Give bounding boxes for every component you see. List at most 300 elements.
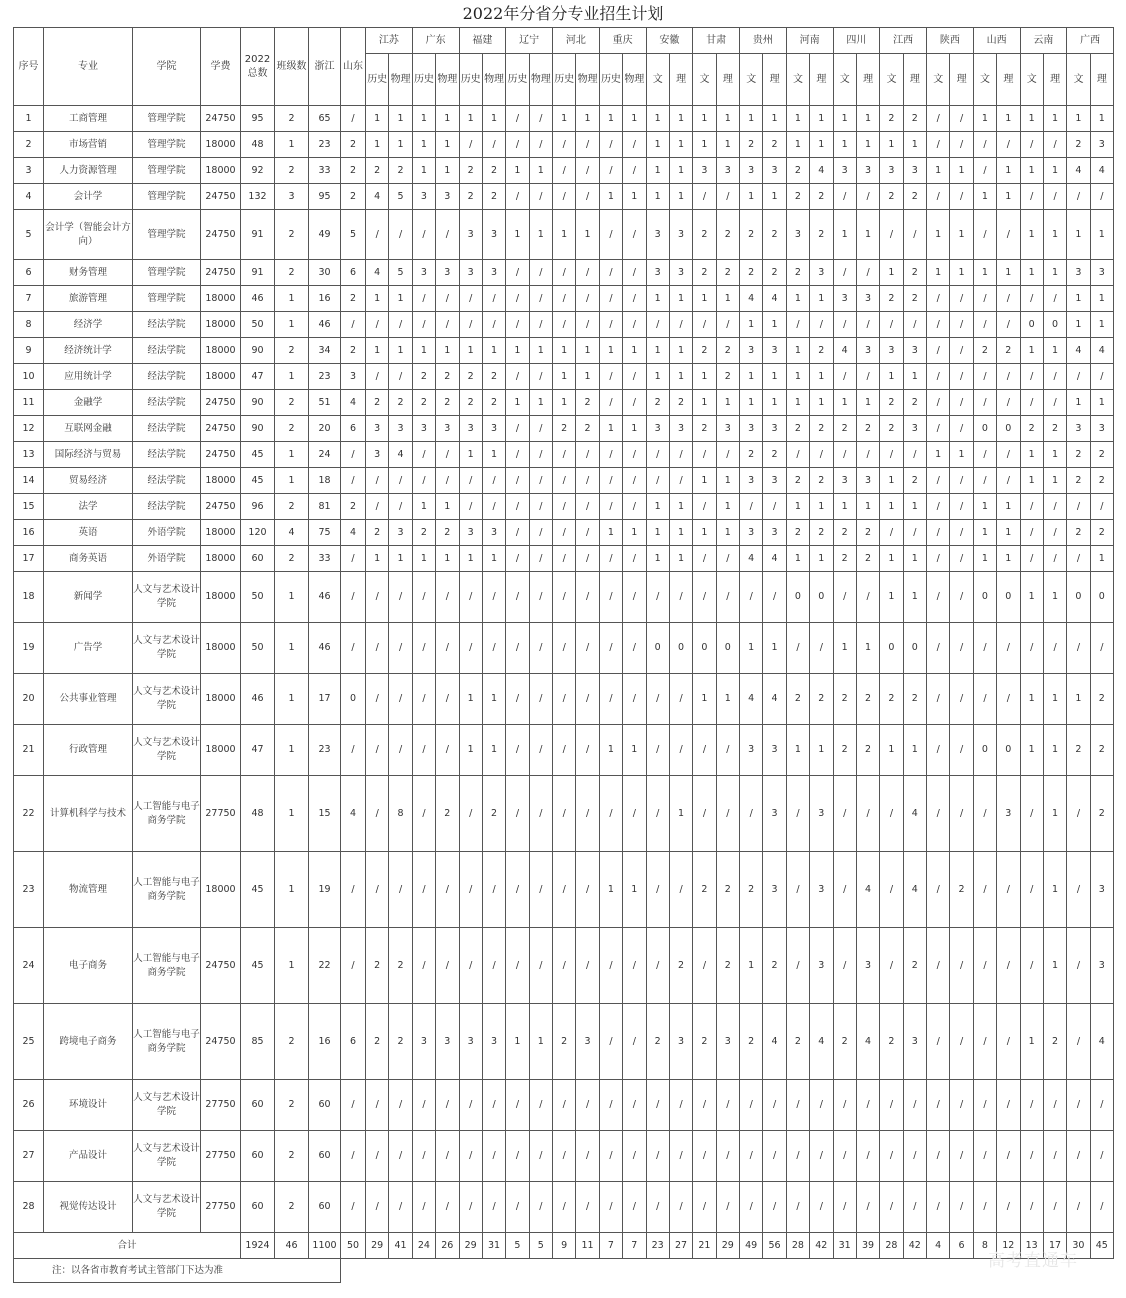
row-number: 14: [14, 468, 44, 494]
row-major: 贸易经济: [44, 468, 133, 494]
row-fee: 18000: [201, 158, 241, 184]
row-province-quota: /: [1043, 390, 1066, 416]
row-province-quota: /: [927, 494, 950, 520]
row-province-quota: /: [950, 1004, 973, 1080]
row-province-quota: 1: [903, 572, 926, 623]
row-province-quota: /: [1067, 494, 1090, 520]
row-province-quota: 2: [950, 852, 973, 928]
row-province-quota: /: [389, 1131, 412, 1182]
row-province-quota: /: [950, 725, 973, 776]
row-province-quota: 2: [1067, 468, 1090, 494]
row-province-quota: /: [973, 364, 996, 390]
table-row: [14, 674, 1114, 725]
row-province-quota: 1: [1090, 210, 1113, 260]
row-province-quota: 1: [950, 210, 973, 260]
row-province-quota: 2: [716, 852, 739, 928]
table-body: [14, 106, 1114, 1283]
row-province-quota: /: [997, 852, 1020, 928]
row-province-quota: 2: [1067, 725, 1090, 776]
row-province-quota: 2: [716, 364, 739, 390]
row-province-quota: /: [997, 468, 1020, 494]
row-province-quota: 2: [1090, 776, 1113, 852]
row-province-quota: /: [950, 776, 973, 852]
row-province-quota: /: [366, 494, 389, 520]
row-province-quota: 1: [927, 210, 950, 260]
enrollment-plan-table: [13, 27, 1114, 1283]
row-province-quota: 1: [506, 390, 529, 416]
totals-province-quota: 27: [669, 1233, 692, 1259]
row-province-quota: /: [599, 928, 622, 1004]
row-province-quota: /: [786, 852, 809, 928]
row-classes: 1: [275, 364, 309, 390]
row-school: 人工智能与电子商务学院: [133, 776, 201, 852]
row-province-quota: 1: [763, 390, 786, 416]
row-province-quota: 1: [669, 286, 692, 312]
header-province: 安徽: [646, 28, 693, 54]
row-province-quota: 3: [856, 286, 879, 312]
row-province-quota: 1: [1090, 286, 1113, 312]
row-province-quota: 2: [810, 338, 833, 364]
row-zhejiang: 23: [309, 725, 341, 776]
row-province-quota: /: [1043, 546, 1066, 572]
row-zhejiang: 34: [309, 338, 341, 364]
row-province-quota: /: [1067, 1131, 1090, 1182]
row-province-quota: 2: [1020, 416, 1043, 442]
row-province-quota: 4: [856, 1004, 879, 1080]
row-province-quota: 2: [553, 416, 576, 442]
header-zhejiang: 浙江: [309, 28, 341, 106]
header-province: 河北: [553, 28, 600, 54]
row-province-quota: 1: [576, 364, 599, 390]
header-subject: 理: [763, 54, 786, 106]
row-number: 11: [14, 390, 44, 416]
row-province-quota: /: [529, 1182, 552, 1233]
row-shandong: 6: [341, 260, 366, 286]
row-province-quota: 3: [810, 928, 833, 1004]
header-subject: 文: [646, 54, 669, 106]
row-province-quota: 1: [856, 494, 879, 520]
row-province-quota: /: [482, 494, 505, 520]
row-province-quota: /: [669, 852, 692, 928]
row-province-quota: /: [1090, 364, 1113, 390]
row-classes: 1: [275, 132, 309, 158]
row-province-quota: /: [599, 442, 622, 468]
row-province-quota: 2: [810, 674, 833, 725]
row-province-quota: 2: [740, 260, 763, 286]
row-province-quota: 1: [669, 494, 692, 520]
row-province-quota: 2: [366, 1004, 389, 1080]
row-province-quota: 2: [833, 546, 856, 572]
row-province-quota: 1: [1067, 390, 1090, 416]
row-province-quota: /: [903, 520, 926, 546]
row-province-quota: /: [833, 852, 856, 928]
row-province-quota: 1: [482, 546, 505, 572]
row-shandong: /: [341, 852, 366, 928]
row-province-quota: 0: [693, 623, 716, 674]
row-province-quota: 4: [740, 674, 763, 725]
row-province-quota: /: [950, 572, 973, 623]
row-province-quota: /: [693, 1080, 716, 1131]
row-province-quota: 4: [810, 158, 833, 184]
row-major: 环境设计: [44, 1080, 133, 1131]
row-province-quota: /: [1020, 1182, 1043, 1233]
row-school: 管理学院: [133, 286, 201, 312]
row-province-quota: /: [436, 623, 459, 674]
row-province-quota: /: [1043, 132, 1066, 158]
row-province-quota: 2: [366, 928, 389, 1004]
row-zhejiang: 95: [309, 184, 341, 210]
row-province-quota: 2: [856, 416, 879, 442]
row-province-quota: 3: [763, 725, 786, 776]
row-province-quota: /: [950, 106, 973, 132]
row-province-quota: /: [576, 184, 599, 210]
row-province-quota: /: [482, 928, 505, 1004]
row-province-quota: /: [506, 725, 529, 776]
row-province-quota: 1: [833, 623, 856, 674]
row-province-quota: 1: [973, 494, 996, 520]
row-zhejiang: 22: [309, 928, 341, 1004]
row-province-quota: /: [973, 776, 996, 852]
row-province-quota: /: [950, 1131, 973, 1182]
row-number: 22: [14, 776, 44, 852]
row-province-quota: 2: [1090, 674, 1113, 725]
row-province-quota: /: [576, 312, 599, 338]
totals-label: 合计: [14, 1233, 241, 1259]
row-province-quota: /: [389, 1182, 412, 1233]
row-province-quota: 1: [1090, 390, 1113, 416]
row-province-quota: /: [693, 312, 716, 338]
header-subject: 理: [997, 54, 1020, 106]
row-province-quota: 3: [903, 1004, 926, 1080]
row-province-quota: 1: [529, 158, 552, 184]
row-province-quota: 1: [880, 725, 903, 776]
row-province-quota: 1: [389, 286, 412, 312]
row-province-quota: 1: [740, 312, 763, 338]
row-province-quota: 1: [436, 338, 459, 364]
row-province-quota: /: [833, 928, 856, 1004]
totals-province-quota: 5: [529, 1233, 552, 1259]
row-province-quota: 1: [716, 286, 739, 312]
row-province-quota: 4: [903, 776, 926, 852]
row-province-quota: 1: [763, 623, 786, 674]
row-major: 市场营销: [44, 132, 133, 158]
row-province-quota: /: [553, 132, 576, 158]
row-province-quota: /: [973, 132, 996, 158]
row-number: 13: [14, 442, 44, 468]
row-school: 经法学院: [133, 312, 201, 338]
row-province-quota: 1: [599, 852, 622, 928]
row-province-quota: /: [623, 1004, 646, 1080]
row-classes: 2: [275, 1004, 309, 1080]
row-province-quota: /: [553, 852, 576, 928]
row-province-quota: /: [716, 1182, 739, 1233]
row-province-quota: 2: [576, 416, 599, 442]
row-zhejiang: 46: [309, 572, 341, 623]
row-major: 产品设计: [44, 1131, 133, 1182]
row-province-quota: /: [1043, 364, 1066, 390]
row-province-quota: 3: [763, 158, 786, 184]
row-province-quota: /: [389, 852, 412, 928]
row-province-quota: 1: [1067, 674, 1090, 725]
row-total: 120: [241, 520, 275, 546]
row-classes: 1: [275, 725, 309, 776]
totals-province-quota: 24: [412, 1233, 435, 1259]
row-province-quota: /: [623, 132, 646, 158]
header-province: 云南: [1020, 28, 1067, 54]
row-province-quota: /: [669, 312, 692, 338]
row-province-quota: 3: [482, 260, 505, 286]
row-province-quota: /: [903, 1182, 926, 1233]
row-province-quota: /: [950, 184, 973, 210]
row-province-quota: /: [506, 572, 529, 623]
row-major: 会计学（智能会计方向）: [44, 210, 133, 260]
row-province-quota: /: [716, 572, 739, 623]
row-province-quota: /: [950, 928, 973, 1004]
row-zhejiang: 24: [309, 442, 341, 468]
row-province-quota: /: [482, 852, 505, 928]
row-number: 25: [14, 1004, 44, 1080]
row-province-quota: /: [553, 158, 576, 184]
row-total: 45: [241, 852, 275, 928]
row-province-quota: 1: [482, 725, 505, 776]
header-major: 专业: [44, 28, 133, 106]
row-province-quota: /: [833, 442, 856, 468]
row-province-quota: /: [459, 1080, 482, 1131]
row-province-quota: 3: [669, 416, 692, 442]
row-school: 管理学院: [133, 106, 201, 132]
row-fee: 18000: [201, 623, 241, 674]
row-province-quota: /: [366, 776, 389, 852]
row-province-quota: /: [927, 106, 950, 132]
row-province-quota: /: [389, 364, 412, 390]
row-province-quota: /: [740, 494, 763, 520]
row-province-quota: 1: [763, 184, 786, 210]
row-province-quota: /: [856, 1080, 879, 1131]
row-school: 人文与艺术设计学院: [133, 623, 201, 674]
row-province-quota: /: [997, 312, 1020, 338]
row-province-quota: 4: [763, 1004, 786, 1080]
row-province-quota: /: [506, 1080, 529, 1131]
row-province-quota: /: [880, 1182, 903, 1233]
row-major: 行政管理: [44, 725, 133, 776]
row-province-quota: 2: [740, 442, 763, 468]
row-province-quota: 1: [927, 442, 950, 468]
row-province-quota: /: [436, 928, 459, 1004]
row-province-quota: /: [880, 928, 903, 1004]
row-province-quota: 1: [412, 106, 435, 132]
row-province-quota: /: [599, 1080, 622, 1131]
row-province-quota: /: [646, 776, 669, 852]
row-number: 15: [14, 494, 44, 520]
row-province-quota: 2: [763, 210, 786, 260]
row-fee: 24750: [201, 494, 241, 520]
row-province-quota: 3: [366, 442, 389, 468]
row-province-quota: /: [623, 776, 646, 852]
row-province-quota: /: [506, 674, 529, 725]
row-province-quota: 3: [482, 416, 505, 442]
row-province-quota: /: [599, 158, 622, 184]
row-major: 会计学: [44, 184, 133, 210]
row-classes: 2: [275, 210, 309, 260]
row-province-quota: /: [366, 572, 389, 623]
row-school: 人文与艺术设计学院: [133, 572, 201, 623]
row-province-quota: /: [576, 725, 599, 776]
row-province-quota: /: [810, 442, 833, 468]
row-province-quota: 3: [389, 520, 412, 546]
row-province-quota: 3: [1090, 928, 1113, 1004]
row-shandong: /: [341, 1080, 366, 1131]
row-zhejiang: 15: [309, 776, 341, 852]
row-province-quota: /: [623, 546, 646, 572]
row-province-quota: 1: [810, 725, 833, 776]
row-province-quota: /: [623, 928, 646, 1004]
row-province-quota: 1: [482, 442, 505, 468]
row-province-quota: 1: [740, 106, 763, 132]
row-province-quota: /: [763, 572, 786, 623]
row-province-quota: 1: [1090, 106, 1113, 132]
row-province-quota: /: [646, 1080, 669, 1131]
row-fee: 18000: [201, 338, 241, 364]
totals-classes: 46: [275, 1233, 309, 1259]
row-province-quota: 1: [1020, 158, 1043, 184]
row-province-quota: /: [576, 1131, 599, 1182]
header-subject: 物理: [389, 54, 412, 106]
row-province-quota: /: [1090, 1080, 1113, 1131]
row-province-quota: /: [529, 312, 552, 338]
row-province-quota: 1: [880, 132, 903, 158]
row-province-quota: 2: [366, 158, 389, 184]
row-province-quota: 2: [903, 468, 926, 494]
row-province-quota: 4: [763, 286, 786, 312]
row-province-quota: 4: [366, 260, 389, 286]
row-province-quota: 3: [763, 520, 786, 546]
row-province-quota: 1: [646, 338, 669, 364]
row-province-quota: /: [506, 286, 529, 312]
row-province-quota: 2: [436, 364, 459, 390]
row-shandong: 5: [341, 210, 366, 260]
row-province-quota: 2: [482, 390, 505, 416]
row-total: 46: [241, 674, 275, 725]
row-province-quota: /: [950, 623, 973, 674]
row-province-quota: 1: [693, 390, 716, 416]
row-province-quota: 1: [669, 158, 692, 184]
row-province-quota: 1: [833, 494, 856, 520]
row-province-quota: 3: [1067, 416, 1090, 442]
row-total: 50: [241, 572, 275, 623]
row-province-quota: 1: [810, 286, 833, 312]
row-province-quota: 2: [576, 390, 599, 416]
row-province-quota: /: [436, 442, 459, 468]
row-number: 6: [14, 260, 44, 286]
table-row: [14, 158, 1114, 184]
row-total: 95: [241, 106, 275, 132]
totals-province-quota: 21: [693, 1233, 716, 1259]
row-province-quota: /: [529, 572, 552, 623]
row-province-quota: 3: [646, 416, 669, 442]
row-province-quota: /: [950, 546, 973, 572]
row-province-quota: /: [482, 1182, 505, 1233]
row-total: 48: [241, 132, 275, 158]
header-subject: 理: [903, 54, 926, 106]
row-province-quota: 1: [599, 416, 622, 442]
row-province-quota: 0: [973, 572, 996, 623]
row-province-quota: 2: [903, 390, 926, 416]
row-province-quota: /: [623, 286, 646, 312]
row-province-quota: 2: [810, 184, 833, 210]
row-province-quota: /: [459, 1182, 482, 1233]
row-total: 45: [241, 442, 275, 468]
totals-province-quota: 42: [810, 1233, 833, 1259]
row-province-quota: 2: [740, 210, 763, 260]
row-classes: 2: [275, 338, 309, 364]
row-shandong: 2: [341, 286, 366, 312]
row-province-quota: 3: [903, 338, 926, 364]
row-province-quota: /: [553, 623, 576, 674]
row-province-quota: 2: [1090, 442, 1113, 468]
row-province-quota: 4: [366, 184, 389, 210]
row-classes: 1: [275, 776, 309, 852]
row-province-quota: 1: [412, 546, 435, 572]
row-province-quota: /: [482, 572, 505, 623]
row-province-quota: /: [389, 210, 412, 260]
row-province-quota: /: [599, 1182, 622, 1233]
row-shandong: 2: [341, 338, 366, 364]
row-total: 45: [241, 468, 275, 494]
header-subject: 理: [856, 54, 879, 106]
row-province-quota: 4: [1090, 158, 1113, 184]
row-province-quota: /: [693, 1131, 716, 1182]
row-province-quota: 1: [506, 338, 529, 364]
row-province-quota: 2: [669, 390, 692, 416]
row-province-quota: 2: [389, 1004, 412, 1080]
row-province-quota: 2: [833, 725, 856, 776]
row-province-quota: 3: [740, 338, 763, 364]
header-subject: 文: [693, 54, 716, 106]
row-province-quota: /: [623, 1131, 646, 1182]
row-major: 国际经济与贸易: [44, 442, 133, 468]
row-province-quota: 1: [576, 106, 599, 132]
row-province-quota: 3: [833, 286, 856, 312]
row-major: 广告学: [44, 623, 133, 674]
row-province-quota: /: [1043, 286, 1066, 312]
row-shandong: 0: [341, 674, 366, 725]
row-province-quota: /: [389, 1080, 412, 1131]
row-province-quota: /: [529, 674, 552, 725]
row-shandong: 6: [341, 1004, 366, 1080]
row-province-quota: 1: [436, 106, 459, 132]
row-province-quota: /: [950, 132, 973, 158]
row-province-quota: 1: [880, 546, 903, 572]
row-province-quota: 1: [716, 468, 739, 494]
table-row: [14, 286, 1114, 312]
row-province-quota: /: [553, 494, 576, 520]
row-province-quota: 1: [1043, 852, 1066, 928]
row-province-quota: /: [997, 1182, 1020, 1233]
totals-province-quota: 17: [1043, 1233, 1066, 1259]
row-province-quota: 2: [366, 520, 389, 546]
row-province-quota: /: [459, 623, 482, 674]
row-fee: 18000: [201, 468, 241, 494]
row-province-quota: 1: [553, 364, 576, 390]
row-province-quota: /: [529, 852, 552, 928]
row-province-quota: 1: [623, 725, 646, 776]
row-fee: 18000: [201, 312, 241, 338]
row-school: 管理学院: [133, 210, 201, 260]
row-province-quota: 1: [763, 106, 786, 132]
row-province-quota: 3: [482, 520, 505, 546]
row-province-quota: 3: [576, 1004, 599, 1080]
row-province-quota: 3: [436, 1004, 459, 1080]
